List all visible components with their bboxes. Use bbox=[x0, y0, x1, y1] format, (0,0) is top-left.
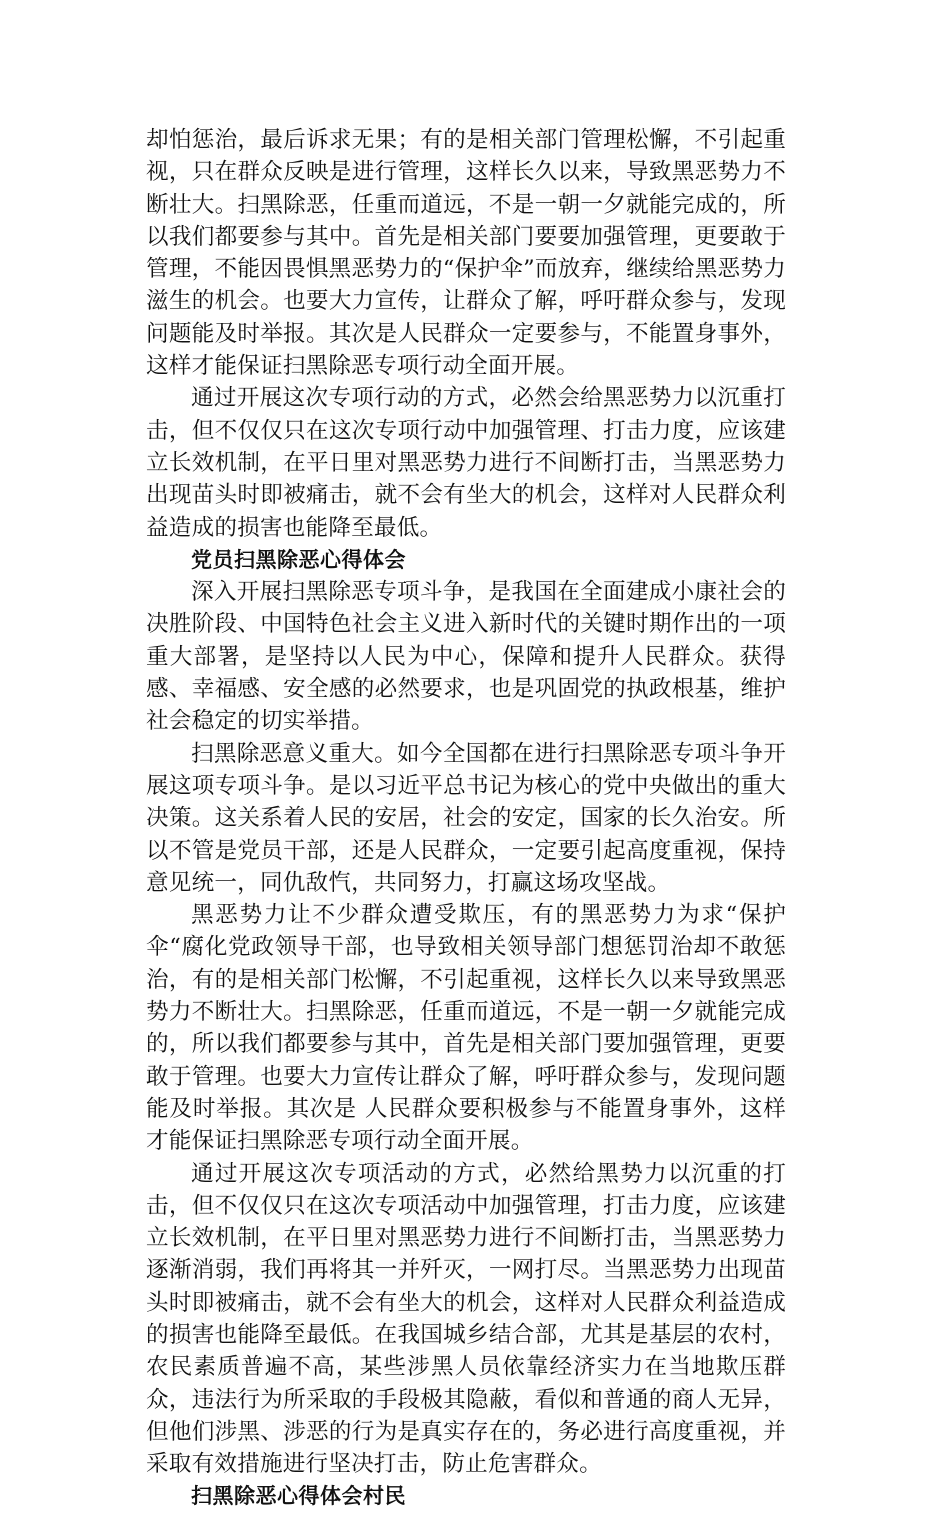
body-paragraph: 却怕惩治，最后诉求无果；有的是相关部门管理松懈，不引起重视，只在群众反映是进行管理，这样长久以来，导致黑恶势力不断壮大。扫黑除恶，任重而道远，不是一朝一夕就能完成的，所以我们都要参与其中。首先是相关部门要要加强管理，更要敢于管理，不能因畏惧黑恶势力的“保护伞”而放弃，继续给黑恶势力滋生的机会。也要大力宣传，让群众了解，呼吁群众参与，发现问题能及时举报。其次是人民群众一定要参与，不能置身事外，这样才能保证扫黑除恶专项行动全面开展。 bbox=[146, 127, 786, 380]
body-paragraph: 深入开展扫黑除恶专项斗争，是我国在全面建成小康社会的决胜阶段、中国特色社会主义进入新时代的关键时期作出的一项重大部署，是坚持以人民为中心，保障和提升人民群众。获得感、幸福感、安全感的必然要求，也是巩固党的执政根基，维护社会稳定的切实举措。 bbox=[146, 579, 786, 735]
section-heading: 党员扫黑除恶心得体会 bbox=[191, 547, 406, 572]
body-paragraph: 扫黑除恶意义重大。如今全国都在进行扫黑除恶专项斗争开展这项专项斗争。是以习近平总书记为核心的党中央做出的重大决策。这关系着人民的安居，社会的安定，国家的长久治安。所以不管是党员干部，还是人民群众，一定要引起高度重视，保持意见统一，同仇敌忾，共同努力，打赢这场攻坚战。 bbox=[146, 740, 786, 896]
section-heading: 扫黑除恶心得体会村民 bbox=[191, 1484, 406, 1509]
body-paragraph: 通过开展这次专项活动的方式，必然给黑势力以沉重的打击，但不仅仅只在这次专项活动中加强管理，打击力度，应该建立长效机制，在平日里对黑恶势力进行不间断打击，当黑恶势力逐渐消弱，我们再将其一并歼灭，一网打尽。当黑恶势力出现苗头时即被痛击，就不会有坐大的机会，这样对人民群众利益造成的损害也能降至最低。在我国城乡结合部，尤其是基层的农村，农民素质普遍不高，某些涉黑人员依靠经济实力在当地欺压群众，违法行为所采取的手段极其隐蔽，看似和普通的商人无异，但他们涉黑、涉恶的行为是真实存在的，务必进行高度重视，并采取有效措施进行坚决打击，防止危害群众。 bbox=[146, 1160, 786, 1478]
document-page bbox=[146, 124, 786, 1513]
body-paragraph: 通过开展这次专项行动的方式，必然会给黑恶势力以沉重打击，但不仅仅只在这次专项行动中加强管理、打击力度，应该建立长效机制，在平日里对黑恶势力进行不间断打击，当黑恶势力出现苗头时即被痛击，就不会有坐大的机会，这样对人民群众利益造成的损害也能降至最低。 bbox=[146, 385, 786, 541]
body-paragraph: 黑恶势力让不少群众遭受欺压，有的黑恶势力为求“保护伞“腐化党政领导干部，也导致相关领导部门想惩罚治却不敢惩治，有的是相关部门松懈，不引起重视，这样长久以来导致黑恶势力不断壮大。扫黑除恶，任重而道远，不是一朝一夕就能完成的，所以我们都要参与其中，首先是相关部门要加强管理，更要敢于管理。也要大力宣传让群众了解，呼吁群众参与，发现问题能及时举报。其次是 人民群众要积极参与不能置身事外，这样才能保证扫黑除恶专项行动全面开展。 bbox=[146, 902, 786, 1155]
